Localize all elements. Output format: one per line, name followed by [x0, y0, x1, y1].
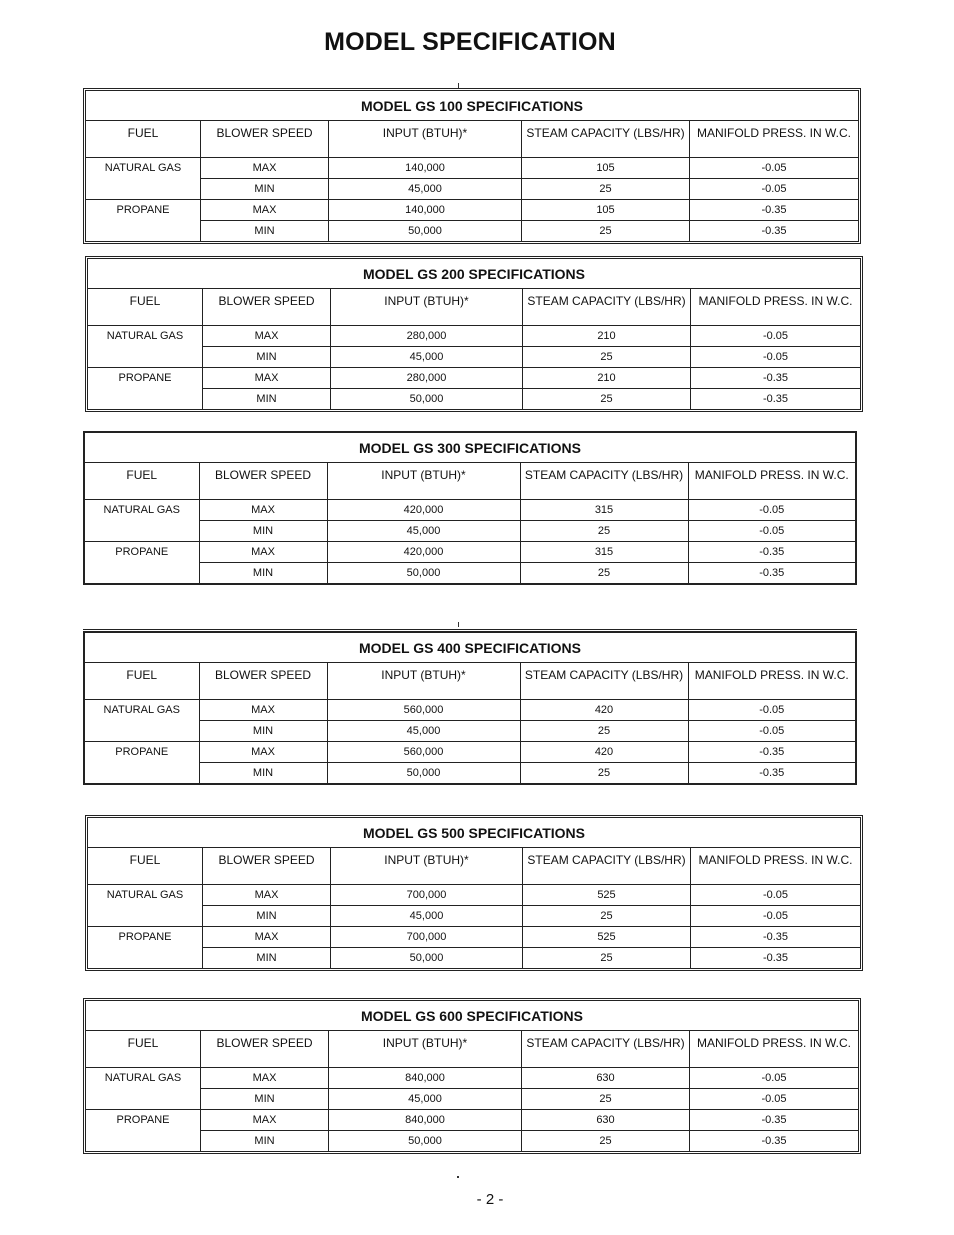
column-header-fuel: FUEL: [84, 463, 199, 500]
spec-table-gs500: [85, 815, 863, 971]
input-cell: 420,000: [327, 542, 520, 563]
input-cell: 50,000: [329, 1131, 522, 1152]
blower-speed-cell: MIN: [203, 347, 331, 368]
blower-speed-cell: MIN: [199, 721, 327, 742]
steam-capacity-cell: 25: [523, 906, 691, 927]
spec-table-gs300: [83, 431, 857, 585]
input-cell: 45,000: [331, 347, 523, 368]
column-header-blower-speed: BLOWER SPEED: [201, 1031, 329, 1068]
column-header-steam-capacity: STEAM CAPACITY (LBS/HR): [523, 848, 691, 885]
blower-speed-cell: MIN: [199, 763, 327, 785]
column-header-manifold-pressure: MANIFOLD PRESS. IN W.C.: [691, 848, 861, 885]
steam-capacity-cell: 25: [520, 721, 688, 742]
blower-speed-cell: MAX: [201, 158, 329, 179]
column-header-blower-speed: BLOWER SPEED: [199, 663, 327, 700]
table-row: [86, 200, 859, 221]
table-row: [88, 927, 861, 948]
blower-speed-cell: MAX: [199, 542, 327, 563]
input-cell: 280,000: [331, 326, 523, 347]
manifold-pressure-cell: -0.35: [688, 563, 856, 585]
spec-table-gs100: [83, 88, 861, 244]
column-header-manifold-pressure: MANIFOLD PRESS. IN W.C.: [688, 463, 856, 500]
fuel-cell: NATURAL GAS: [86, 158, 201, 200]
blower-speed-cell: MAX: [199, 500, 327, 521]
blower-speed-cell: MIN: [203, 948, 331, 969]
steam-capacity-cell: 25: [522, 179, 690, 200]
registration-mark: [457, 1176, 459, 1178]
blower-speed-cell: MAX: [201, 200, 329, 221]
steam-capacity-cell: 210: [523, 368, 691, 389]
column-header-manifold-pressure: MANIFOLD PRESS. IN W.C.: [688, 663, 856, 700]
steam-capacity-cell: 630: [522, 1068, 690, 1089]
steam-capacity-cell: 25: [522, 1089, 690, 1110]
page-title: MODEL SPECIFICATION: [324, 28, 616, 56]
manifold-pressure-cell: -0.35: [688, 763, 856, 785]
table-row: [84, 721, 856, 742]
table-row: [84, 742, 856, 763]
column-header-fuel: FUEL: [88, 848, 203, 885]
column-header-manifold-pressure: MANIFOLD PRESS. IN W.C.: [690, 121, 859, 158]
blower-speed-cell: MIN: [201, 221, 329, 242]
input-cell: 45,000: [327, 521, 520, 542]
blower-speed-cell: MIN: [199, 563, 327, 585]
manifold-pressure-cell: -0.05: [691, 885, 861, 906]
manifold-pressure-cell: -0.35: [691, 948, 861, 969]
table-title: MODEL GS 300 SPECIFICATIONS: [84, 432, 856, 463]
fuel-cell: PROPANE: [86, 200, 201, 242]
table-row: [86, 1110, 859, 1131]
input-cell: 840,000: [329, 1068, 522, 1089]
column-header-blower-speed: BLOWER SPEED: [199, 463, 327, 500]
table-row: [84, 521, 856, 542]
fuel-cell: NATURAL GAS: [84, 500, 199, 542]
blower-speed-cell: MAX: [203, 885, 331, 906]
table-row: [86, 1131, 859, 1152]
blower-speed-cell: MIN: [201, 1089, 329, 1110]
blower-speed-cell: MIN: [203, 906, 331, 927]
column-header-input: INPUT (BTUH)*: [331, 848, 523, 885]
page-number: - 2 -: [476, 1191, 504, 1208]
manifold-pressure-cell: -0.35: [690, 221, 859, 242]
steam-capacity-cell: 25: [522, 221, 690, 242]
steam-capacity-cell: 25: [520, 521, 688, 542]
manifold-pressure-cell: -0.05: [688, 721, 856, 742]
steam-capacity-cell: 630: [522, 1110, 690, 1131]
input-cell: 45,000: [327, 721, 520, 742]
fuel-cell: NATURAL GAS: [88, 326, 203, 368]
steam-capacity-cell: 420: [520, 742, 688, 763]
manifold-pressure-cell: -0.05: [688, 521, 856, 542]
fuel-cell: NATURAL GAS: [88, 885, 203, 927]
steam-capacity-cell: 25: [523, 389, 691, 410]
column-header-blower-speed: BLOWER SPEED: [203, 289, 331, 326]
input-cell: 840,000: [329, 1110, 522, 1131]
column-header-fuel: FUEL: [88, 289, 203, 326]
column-header-steam-capacity: STEAM CAPACITY (LBS/HR): [520, 463, 688, 500]
steam-capacity-cell: 315: [520, 542, 688, 563]
input-cell: 50,000: [329, 221, 522, 242]
input-cell: 420,000: [327, 500, 520, 521]
manifold-pressure-cell: -0.05: [688, 500, 856, 521]
steam-capacity-cell: 210: [523, 326, 691, 347]
input-cell: 45,000: [329, 179, 522, 200]
table-row: [86, 179, 859, 200]
blower-speed-cell: MAX: [201, 1110, 329, 1131]
column-header-steam-capacity: STEAM CAPACITY (LBS/HR): [520, 663, 688, 700]
column-header-manifold-pressure: MANIFOLD PRESS. IN W.C.: [691, 289, 861, 326]
table-row: [84, 500, 856, 521]
fuel-cell: PROPANE: [88, 368, 203, 410]
table-title: MODEL GS 500 SPECIFICATIONS: [88, 818, 861, 848]
fuel-cell: PROPANE: [86, 1110, 201, 1152]
column-header-input: INPUT (BTUH)*: [327, 463, 520, 500]
table-row: [88, 368, 861, 389]
column-header-fuel: FUEL: [86, 121, 201, 158]
manifold-pressure-cell: -0.05: [690, 179, 859, 200]
spec-table-gs200: [85, 256, 863, 412]
manifold-pressure-cell: -0.35: [691, 389, 861, 410]
steam-capacity-cell: 105: [522, 200, 690, 221]
blower-speed-cell: MAX: [203, 368, 331, 389]
column-header-blower-speed: BLOWER SPEED: [203, 848, 331, 885]
fuel-cell: PROPANE: [84, 542, 199, 585]
steam-capacity-cell: 105: [522, 158, 690, 179]
manifold-pressure-cell: -0.35: [690, 1110, 859, 1131]
column-header-input: INPUT (BTUH)*: [329, 1031, 522, 1068]
table-title: MODEL GS 200 SPECIFICATIONS: [88, 259, 861, 289]
table-row: [84, 700, 856, 721]
manifold-pressure-cell: -0.35: [691, 368, 861, 389]
steam-capacity-cell: 25: [523, 948, 691, 969]
table-title: MODEL GS 100 SPECIFICATIONS: [86, 91, 859, 121]
input-cell: 560,000: [327, 700, 520, 721]
manifold-pressure-cell: -0.05: [690, 1089, 859, 1110]
input-cell: 140,000: [329, 200, 522, 221]
column-header-steam-capacity: STEAM CAPACITY (LBS/HR): [522, 1031, 690, 1068]
input-cell: 280,000: [331, 368, 523, 389]
input-cell: 700,000: [331, 927, 523, 948]
table-row: [88, 906, 861, 927]
blower-speed-cell: MIN: [203, 389, 331, 410]
table-row: [86, 1089, 859, 1110]
table-row: [88, 347, 861, 368]
registration-mark: [458, 622, 459, 627]
table-row: [88, 948, 861, 969]
blower-speed-cell: MAX: [199, 742, 327, 763]
manifold-pressure-cell: -0.35: [691, 927, 861, 948]
table-row: [84, 563, 856, 585]
steam-capacity-cell: 420: [520, 700, 688, 721]
manifold-pressure-cell: -0.05: [691, 347, 861, 368]
steam-capacity-cell: 25: [520, 763, 688, 785]
table-row: [84, 763, 856, 785]
manifold-pressure-cell: -0.05: [688, 700, 856, 721]
fuel-cell: NATURAL GAS: [86, 1068, 201, 1110]
input-cell: 700,000: [331, 885, 523, 906]
blower-speed-cell: MIN: [201, 1131, 329, 1152]
fuel-cell: NATURAL GAS: [84, 700, 199, 742]
steam-capacity-cell: 525: [523, 885, 691, 906]
manifold-pressure-cell: -0.05: [691, 906, 861, 927]
table-row: [88, 389, 861, 410]
steam-capacity-cell: 25: [523, 347, 691, 368]
manifold-pressure-cell: -0.35: [690, 200, 859, 221]
table-row: [84, 542, 856, 563]
manifold-pressure-cell: -0.05: [691, 326, 861, 347]
blower-speed-cell: MAX: [201, 1068, 329, 1089]
input-cell: 45,000: [331, 906, 523, 927]
blower-speed-cell: MAX: [203, 326, 331, 347]
steam-capacity-cell: 25: [522, 1131, 690, 1152]
column-header-manifold-pressure: MANIFOLD PRESS. IN W.C.: [690, 1031, 859, 1068]
column-header-steam-capacity: STEAM CAPACITY (LBS/HR): [523, 289, 691, 326]
column-header-fuel: FUEL: [86, 1031, 201, 1068]
table-row: [86, 158, 859, 179]
manifold-pressure-cell: -0.35: [688, 542, 856, 563]
input-cell: 50,000: [327, 763, 520, 785]
steam-capacity-cell: 315: [520, 500, 688, 521]
manifold-pressure-cell: -0.05: [690, 158, 859, 179]
column-header-input: INPUT (BTUH)*: [331, 289, 523, 326]
input-cell: 50,000: [327, 563, 520, 585]
table-row: [88, 885, 861, 906]
input-cell: 50,000: [331, 389, 523, 410]
manifold-pressure-cell: -0.35: [690, 1131, 859, 1152]
fuel-cell: PROPANE: [84, 742, 199, 785]
input-cell: 140,000: [329, 158, 522, 179]
table-row: [86, 1068, 859, 1089]
manifold-pressure-cell: -0.05: [690, 1068, 859, 1089]
column-header-steam-capacity: STEAM CAPACITY (LBS/HR): [522, 121, 690, 158]
blower-speed-cell: MAX: [199, 700, 327, 721]
manifold-pressure-cell: -0.35: [688, 742, 856, 763]
table-title: MODEL GS 400 SPECIFICATIONS: [84, 632, 856, 663]
blower-speed-cell: MIN: [199, 521, 327, 542]
steam-capacity-cell: 25: [520, 563, 688, 585]
column-header-input: INPUT (BTUH)*: [327, 663, 520, 700]
input-cell: 45,000: [329, 1089, 522, 1110]
input-cell: 50,000: [331, 948, 523, 969]
spec-table-gs600: [83, 998, 861, 1154]
column-header-input: INPUT (BTUH)*: [329, 121, 522, 158]
column-header-fuel: FUEL: [84, 663, 199, 700]
spec-table-gs400: [83, 629, 857, 785]
fuel-cell: PROPANE: [88, 927, 203, 969]
table-title: MODEL GS 600 SPECIFICATIONS: [86, 1001, 859, 1031]
input-cell: 560,000: [327, 742, 520, 763]
table-row: [88, 326, 861, 347]
table-row: [86, 221, 859, 242]
blower-speed-cell: MAX: [203, 927, 331, 948]
steam-capacity-cell: 525: [523, 927, 691, 948]
blower-speed-cell: MIN: [201, 179, 329, 200]
column-header-blower-speed: BLOWER SPEED: [201, 121, 329, 158]
